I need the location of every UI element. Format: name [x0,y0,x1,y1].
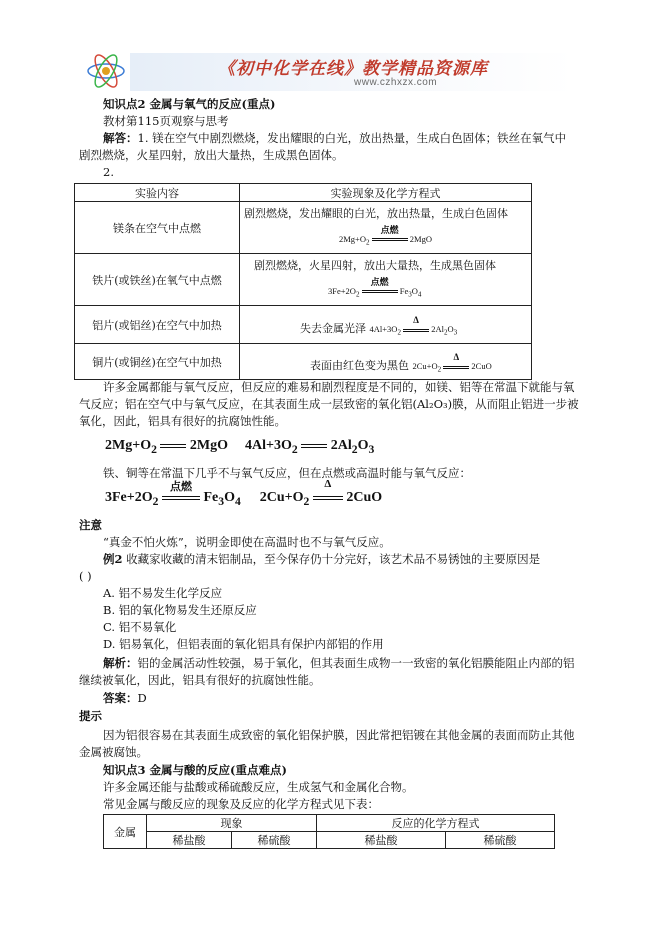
analysis-text-1: 铝的金属活动性较强，易于氧化，但其表面生成物一一致密的氧化铝膜能阻止内部的铝 [137,656,575,670]
tip-line1: 因为铝很容易在其表面生成致密的氧化铝保护膜，因此常把铝镀在其他金属的表面而防止其他 [103,728,575,742]
table-row [75,344,532,380]
equation-mg-al: $2Mg+O_2$ 2MgO $4Al+3O_2$ $2Al_2O_3$ [105,438,375,456]
table-row [75,254,532,306]
option-a: A. 铝不易发生化学反应 [103,586,223,600]
table-row [75,202,532,254]
table2-sub-h2so4-1: 稀硫酸 [232,832,317,849]
table1-row1-phenomenon: 剧烈燃烧，发出耀眼的白光，放出热量，生成白色固体 $2Mg+O_2$ 点燃 2MgO [240,202,532,254]
section1-answer-line1 [103,130,566,147]
table2-header-phenomenon: 现象 [147,815,317,832]
analysis-line1 [103,655,575,672]
tip-line2: 金属被腐蚀。 [79,745,148,759]
table1-row4-phenomenon: 表面由红色变为黑色 $2Cu+O_2$ Δ 2CuO [240,344,532,380]
para1-line2: 气反应；铝在空气中与氧气反应，在其表面生成一层致密的氧化铝(Al₂O₃)膜，从而阻止铝进一步被 [79,397,579,411]
answer-label: 解答： [103,131,138,145]
table2-sub-hcl-2: 稀盐酸 [317,832,446,849]
section1-answer-line2: 剧烈燃烧，火星四射，放出大量热，生成黑色固体。 [79,148,344,162]
option-c: C. 铝不易氧化 [103,620,177,634]
equation-fe-cu: $3Fe+2O_2$ 点燃 $Fe_3O_4$ $2Cu+O_2$ Δ 2CuO [105,478,383,508]
table1-header-content: 实验内容 [75,184,240,202]
para1-line3: 氧化，因此，铝具有很好的抗腐蚀性能。 [79,414,286,428]
table1-row2-content: 铁片(或铁丝)在氧气中点燃 [75,254,240,306]
metal-acid-table [103,814,555,849]
table1-row3-content: 铝片(或铝丝)在空气中加热 [75,306,240,344]
analysis-label: 解析： [103,656,138,670]
table-row [75,306,532,344]
table1-row2-phenomenon: 剧烈燃烧，火星四射，放出大量热，生成黑色固体 $3Fe+2O_2$ 点燃 $Fe_3O_4$ [240,254,532,306]
note-label: 注意 [79,518,102,532]
banner [84,49,574,95]
para1-line1: 许多金属都能与氧气反应，但反应的难易和剧烈程度是不同的，如镁、铝等在常温下就能与氧 [103,380,575,394]
section2-heading: 知识点3 金属与酸的反应(重点难点) [103,763,287,777]
para2: 铁、铜等在常温下几乎不与氧气反应，但在点燃或高温时能与氧气反应： [103,466,471,480]
section1-ref: 教材第115页观察与思考 [103,114,229,128]
answer-text-1: 1. 镁在空气中剧烈燃烧，发出耀眼的白光，放出热量，生成白色固体；铁丝在氧气中 [137,131,567,145]
atom-logo-icon [84,49,128,93]
example-answer [103,690,147,707]
example-label: 例2 [103,552,123,566]
banner-url: www.czhxzx.com [354,77,438,88]
table1-row4-content: 铜片(或铜丝)在空气中加热 [75,344,240,380]
table2-header-metal: 金属 [104,815,147,849]
answer-key-label: 答案： [103,691,138,705]
section1-item2: 2. [103,165,114,179]
tip-label: 提示 [79,709,102,723]
answer-key-value: D [137,691,147,705]
example-blank: ( ) [79,569,92,583]
example-question-text: 收藏家收藏的清末铝制品，至今保存仍十分完好，该艺术品不易锈蚀的主要原因是 [126,552,541,566]
note-text: “真金不怕火炼”，说明金即使在高温时也不与氧气反应。 [103,535,391,549]
section2-line1: 许多金属还能与盐酸或稀硫酸反应，生成氢气和金属化合物。 [103,780,414,794]
table1-row1-content: 镁条在空气中点燃 [75,202,240,254]
section2-line2: 常见金属与酸反应的现象及反应的化学方程式见下表： [103,797,379,811]
experiment-table [74,183,532,380]
table2-header-equation: 反应的化学方程式 [317,815,555,832]
analysis-line2: 继续被氧化，因此，铝具有很好的抗腐蚀性能。 [79,673,321,687]
table1-header-phenomenon: 实验现象及化学方程式 [240,184,532,202]
table1-row3-phenomenon: 失去金属光泽 $4Al+3O_2$ Δ $2Al_2O_3$ [240,306,532,344]
table2-sub-h2so4-2: 稀硫酸 [446,832,555,849]
option-b: B. 铝的氧化物易发生还原反应 [103,603,257,617]
option-d: D. 铝易氧化，但铝表面的氧化铝具有保护内部铝的作用 [103,637,384,651]
table2-sub-hcl-1: 稀盐酸 [147,832,232,849]
section1-heading: 知识点2 金属与氧气的反应(重点) [103,97,276,111]
banner-title: 《初中化学在线》教学精品资源库 [218,59,488,79]
example-question [103,551,540,568]
